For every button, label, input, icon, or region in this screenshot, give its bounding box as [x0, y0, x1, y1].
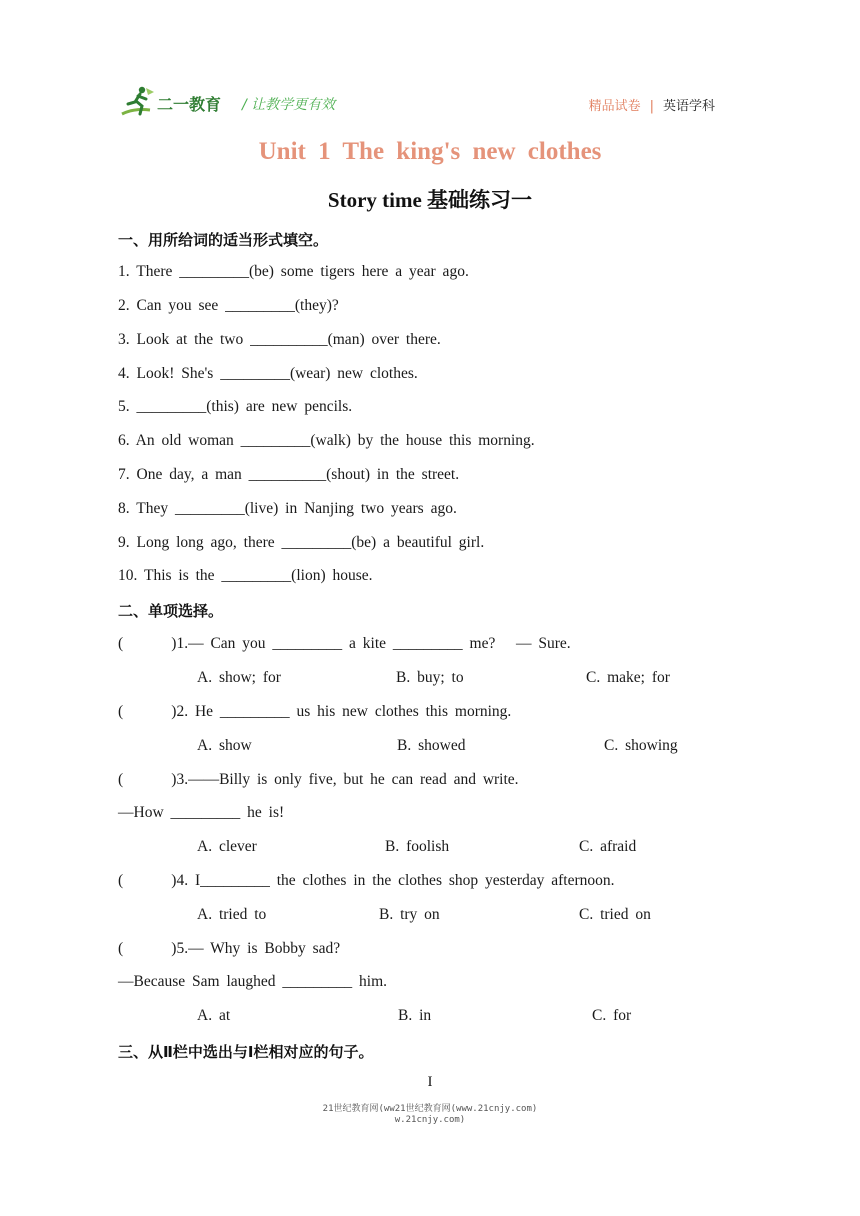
header-separator: | — [649, 99, 654, 114]
choice-option: A. clever — [197, 838, 257, 855]
choice-question: ( )5.— Why is Bobby sad? — [118, 940, 341, 957]
choice-option: A. at — [197, 1007, 231, 1024]
choice-question: ( )3.——Billy is only five, but he can read and write. — [118, 771, 519, 788]
choice-option: B. showed — [397, 737, 466, 754]
section-heading-2: 二、单项选择。 — [118, 602, 224, 620]
choice-option: B. foolish — [385, 838, 450, 855]
logo — [120, 84, 230, 124]
choice-option: C. showing — [604, 737, 678, 754]
fill-item: 7. One day, a man __________(shout) in the street. — [118, 466, 460, 483]
choice-option: B. try on — [379, 906, 440, 923]
fill-item: 10. This is the _________(lion) house. — [118, 567, 373, 584]
fill-item: 1. There _________(be) some tigers here a year ago. — [118, 263, 469, 280]
fill-item: 3. Look at the two __________(man) over there. — [118, 331, 441, 348]
section-heading-3: 三、从Ⅱ栏中选出与Ⅰ栏相对应的句子。 — [118, 1043, 374, 1061]
choice-option: C. for — [592, 1007, 632, 1024]
choice-question: ( )2. He _________ us his new clothes this morning. — [118, 703, 512, 720]
choice-option: C. tried on — [579, 906, 651, 923]
choice-option: C. afraid — [579, 838, 637, 855]
choice-option: C. make; for — [586, 669, 670, 686]
page-header — [120, 84, 720, 124]
fill-item: 9. Long long ago, there _________(be) a beautiful girl. — [118, 534, 485, 551]
fill-item: 2. Can you see _________(they)? — [118, 297, 339, 314]
page-subtitle: Story time 基础练习一 — [327, 188, 533, 212]
header-right — [589, 95, 715, 114]
choice-option: A. show; for — [197, 669, 281, 686]
runner-logo-icon — [120, 84, 160, 120]
footer-source-line2: w.21cnjy.com) — [394, 1115, 466, 1125]
footer-source-line1: 21世纪教育网(ww21世纪教育网(www.21cnjy.com) — [322, 1104, 538, 1114]
choice-question: ( )1.— Can you _________ a kite _________ me? — Sure. — [118, 635, 571, 652]
choice-option: A. show — [197, 737, 252, 754]
fill-item: 4. Look! She's _________(wear) new clothes. — [118, 365, 418, 382]
choice-question-line: —How _________ he is! — [118, 804, 285, 821]
choice-question: ( )4. I_________ the clothes in the clothes shop yesterday afternoon. — [118, 872, 615, 889]
choice-question-line: —Because Sam laughed _________ him. — [118, 973, 387, 990]
fill-item: 5. _________(this) are new pencils. — [118, 398, 353, 415]
section-heading-1: 一、用所给词的适当形式填空。 — [118, 231, 329, 249]
page-title: Unit 1 The king's new clothes — [258, 138, 602, 165]
slogan: / 让教学更有效 — [242, 97, 336, 113]
fill-item: 8. They _________(live) in Nanjing two years ago. — [118, 500, 457, 517]
choice-option: A. tried to — [197, 906, 267, 923]
logo-text: 二一教育 — [157, 95, 222, 114]
choice-option: B. in — [398, 1007, 432, 1024]
header-tag-subject: 英语学科 — [662, 99, 715, 114]
fill-item: 6. An old woman _________(walk) by the house this morning. — [118, 432, 535, 449]
header-tag-paper: 精品试卷 — [588, 99, 641, 114]
choice-option: B. buy; to — [396, 669, 464, 686]
page-number: I — [427, 1074, 433, 1090]
